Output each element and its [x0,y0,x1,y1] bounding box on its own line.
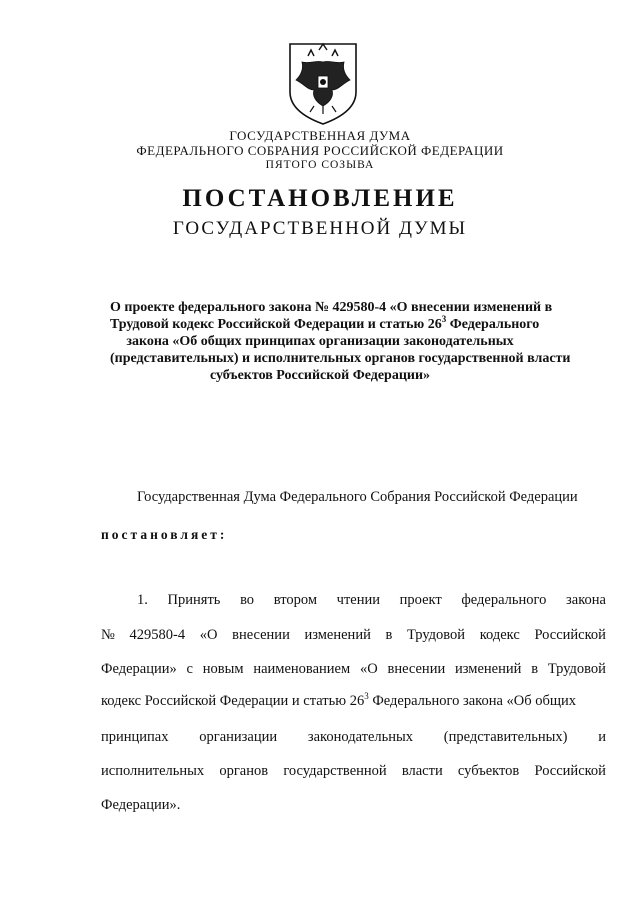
duma-name: ГОСУДАРСТВЕННАЯ ДУМА [229,128,411,143]
decision-word: постановляет: [101,527,228,542]
subject-line: (представительных) и исполнительных органов государственной власти [110,351,571,366]
subject-heading [110,299,571,384]
document-title: ПОСТАНОВЛЕНИЕ [182,185,458,212]
paragraph-line: принципах организации законодательных (представительных) и [101,729,606,745]
document-subtitle: ГОСУДАРСТВЕННОЙ ДУМЫ [172,218,468,239]
subject-line: Трудовой кодекс Российской Федерации и статью $26^3$ Федерального [110,314,540,332]
subject-line: закона «Об общих принципах организации законодательных [126,334,514,349]
superscript: 3 [441,314,447,324]
paragraph-line: исполнительных органов государственной власти субъектов Российской [101,763,606,779]
subject-line: О проекте федерального закона № 429580-4 «О внесении изменений в [110,300,553,315]
paragraph-line: № 429580-4 «О внесении изменений в Трудовой кодекс Российской [101,627,606,643]
paragraph-line: кодекс Российской Федерации и статью $26^3$ Федерального закона «Об общих [101,691,577,709]
preamble: Государственная Дума Федерального Собрания Российской Федерации [137,489,578,505]
superscript: 3 [364,691,369,701]
state-emblem-icon [286,40,360,126]
convocation: ПЯТОГО СОЗЫВА [265,159,375,171]
paragraph-line: 1. Принять во втором чтении проект федерального закона [137,592,606,608]
duma-federal-assembly: ФЕДЕРАЛЬНОГО СОБРАНИЯ РОССИЙСКОЙ ФЕДЕРАЦИИ [136,143,504,158]
paragraph-line: Федерации». [101,797,181,813]
subject-line: субъектов Российской Федерации» [209,368,431,383]
paragraph-line: Федерации» с новым наименованием «О внесении изменений в Трудовой [101,661,606,677]
